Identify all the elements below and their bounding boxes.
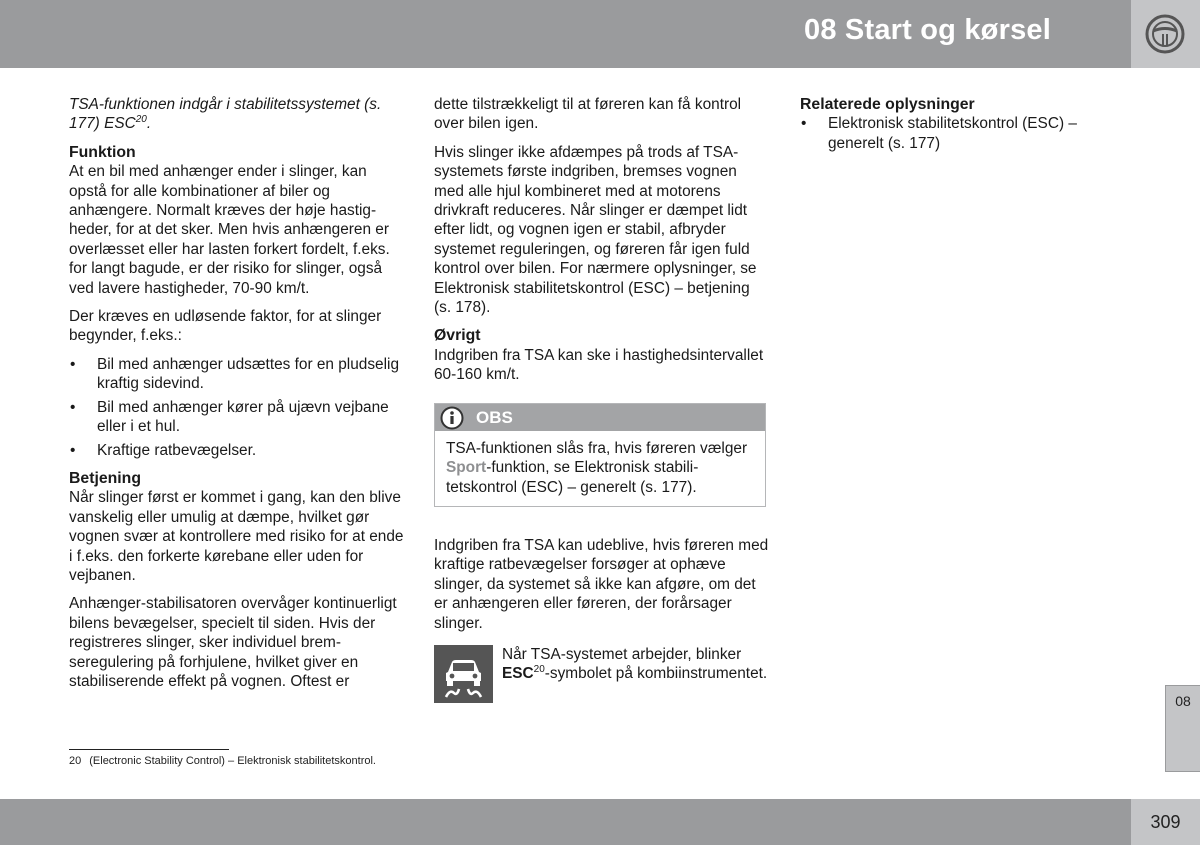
funktion-heading: Funktion: [69, 143, 136, 161]
obs-header: [435, 404, 765, 431]
column-3: [800, 95, 1130, 162]
betjening-paragraph-2: Anhænger-stabilisatoren overvåger kontinuerligt bilens bevægelser, specielt til siden. Hvis der registreres slinger, sker individuel bremseregulering på forhjulene, hvilket giver en stabiliserende effekt på vognen. Oftest er: [69, 595, 397, 690]
betjening-heading: Betjening: [69, 469, 141, 487]
limitation-paragraph: Indgriben fra TSA kan udeblive, hvis føreren med kraftige ratbevægelser forsøger at ophæve slinger, da systemet så ikke kan afgøre, om det er anhængeren eller føreren, der forårsager slinger.: [434, 536, 769, 632]
page-number: 309: [1150, 812, 1181, 832]
page-header: [0, 0, 1131, 68]
funktion-paragraph-2: Der kræves en udløsende faktor, for at slinger begynder, f.eks.:: [69, 308, 382, 345]
steering-wheel-icon: [1144, 13, 1186, 55]
betjening-paragraph-1: Når slinger først er kommet i gang, kan den blive vanskelig eller umulig at dæmpe, hvilket gør vognen svær at kontrollere med risiko for at ende i f.eks. den forkerte kørebane eller uden for vejbanen.: [69, 489, 404, 584]
tsa-indicator-row: [434, 645, 769, 684]
obs-note-box: [434, 403, 766, 507]
chapter-title: 08 Start og kørsel: [804, 14, 1051, 46]
page-footer: [0, 799, 1131, 845]
ovrigt-heading: Øvrigt: [434, 327, 481, 345]
related-link[interactable]: • Elektronisk stabilitetskontrol (ESC) – generelt (s. 177): [801, 115, 1077, 152]
list-item: • Bil med anhænger kører på ujævn vejbane eller i et hul.: [70, 398, 389, 436]
sport-mode-label: Sport: [446, 459, 487, 477]
footnote-rule: [69, 749, 229, 750]
list-item: • Bil med anhænger udsættes for en pludselig kraftig sidevind.: [70, 355, 400, 393]
info-icon: [439, 406, 465, 430]
footnote-text: (Electronic Stability Control) – Elektronisk stabilitetskontrol.: [89, 755, 376, 767]
ovrigt-paragraph: Indgriben fra TSA kan ske i hastighedsintervallet 60-160 km/t.: [434, 346, 764, 384]
funktion-paragraph-1: At en bil med anhænger ender i slinger, kan opstå for alle kombinationer af biler og anhængere. Normalt kræves der høje hastigheder, for at det sker. Men hvis anhængeren er overlæsset eller har lasten forkert fordelt, f.eks. for langt bagude, er der risiko for slinger, også ved lavere hastigheder, 70-90 km/t.: [69, 163, 390, 297]
obs-title: OBS: [476, 407, 513, 427]
continuation-paragraph: dette tilstrækkeligt til at føreren kan få kontrol over bilen igen.: [434, 96, 742, 133]
tsa-indicator-text: Når TSA-systemet arbejder, blinker ESC$^{20}$-symbolet på kombiinstrumentet.: [502, 645, 768, 683]
footnote-number: 20: [69, 755, 82, 767]
related-info-list: [800, 114, 1130, 153]
page-number-box: [1131, 799, 1200, 845]
chapter-tab-label: 08: [1175, 693, 1191, 709]
header-icon-box: [1131, 0, 1200, 68]
obs-body: TSA-funktionen slås fra, hvis føreren vælger Sport-funktion, se Elektronisk stabilitetskontrol (ESC) – generelt (s. 177).: [446, 439, 748, 496]
column-2: [434, 95, 769, 684]
escalation-paragraph: Hvis slinger ikke afdæmpes på trods af TSA-systemets første indgriben, bremses vognen med alle hjul kombineret med at motorens drivkraft reduceres. Når slinger er dæmpet lidt efter lidt, og vognen igen er stabil, afbryder systemet reguleringen, og føreren får igen fuld kontrol over bilen. For nærmere oplysninger, se Elektronisk stabilitetskontrol (ESC) – betjening (s. 178).: [434, 143, 757, 317]
chapter-tab: [1165, 685, 1200, 772]
column-1: [69, 95, 404, 700]
list-item: • Kraftige ratbevægelser.: [70, 441, 257, 459]
intro-paragraph: TSA-funktionen indgår i stabilitetssystemet (s. 177) ESC$^{20}$.: [69, 96, 382, 133]
skid-car-icon: [434, 645, 493, 703]
trigger-list: [69, 355, 404, 460]
related-info-heading: Relaterede oplysninger: [800, 96, 975, 113]
footnote: [69, 755, 376, 767]
